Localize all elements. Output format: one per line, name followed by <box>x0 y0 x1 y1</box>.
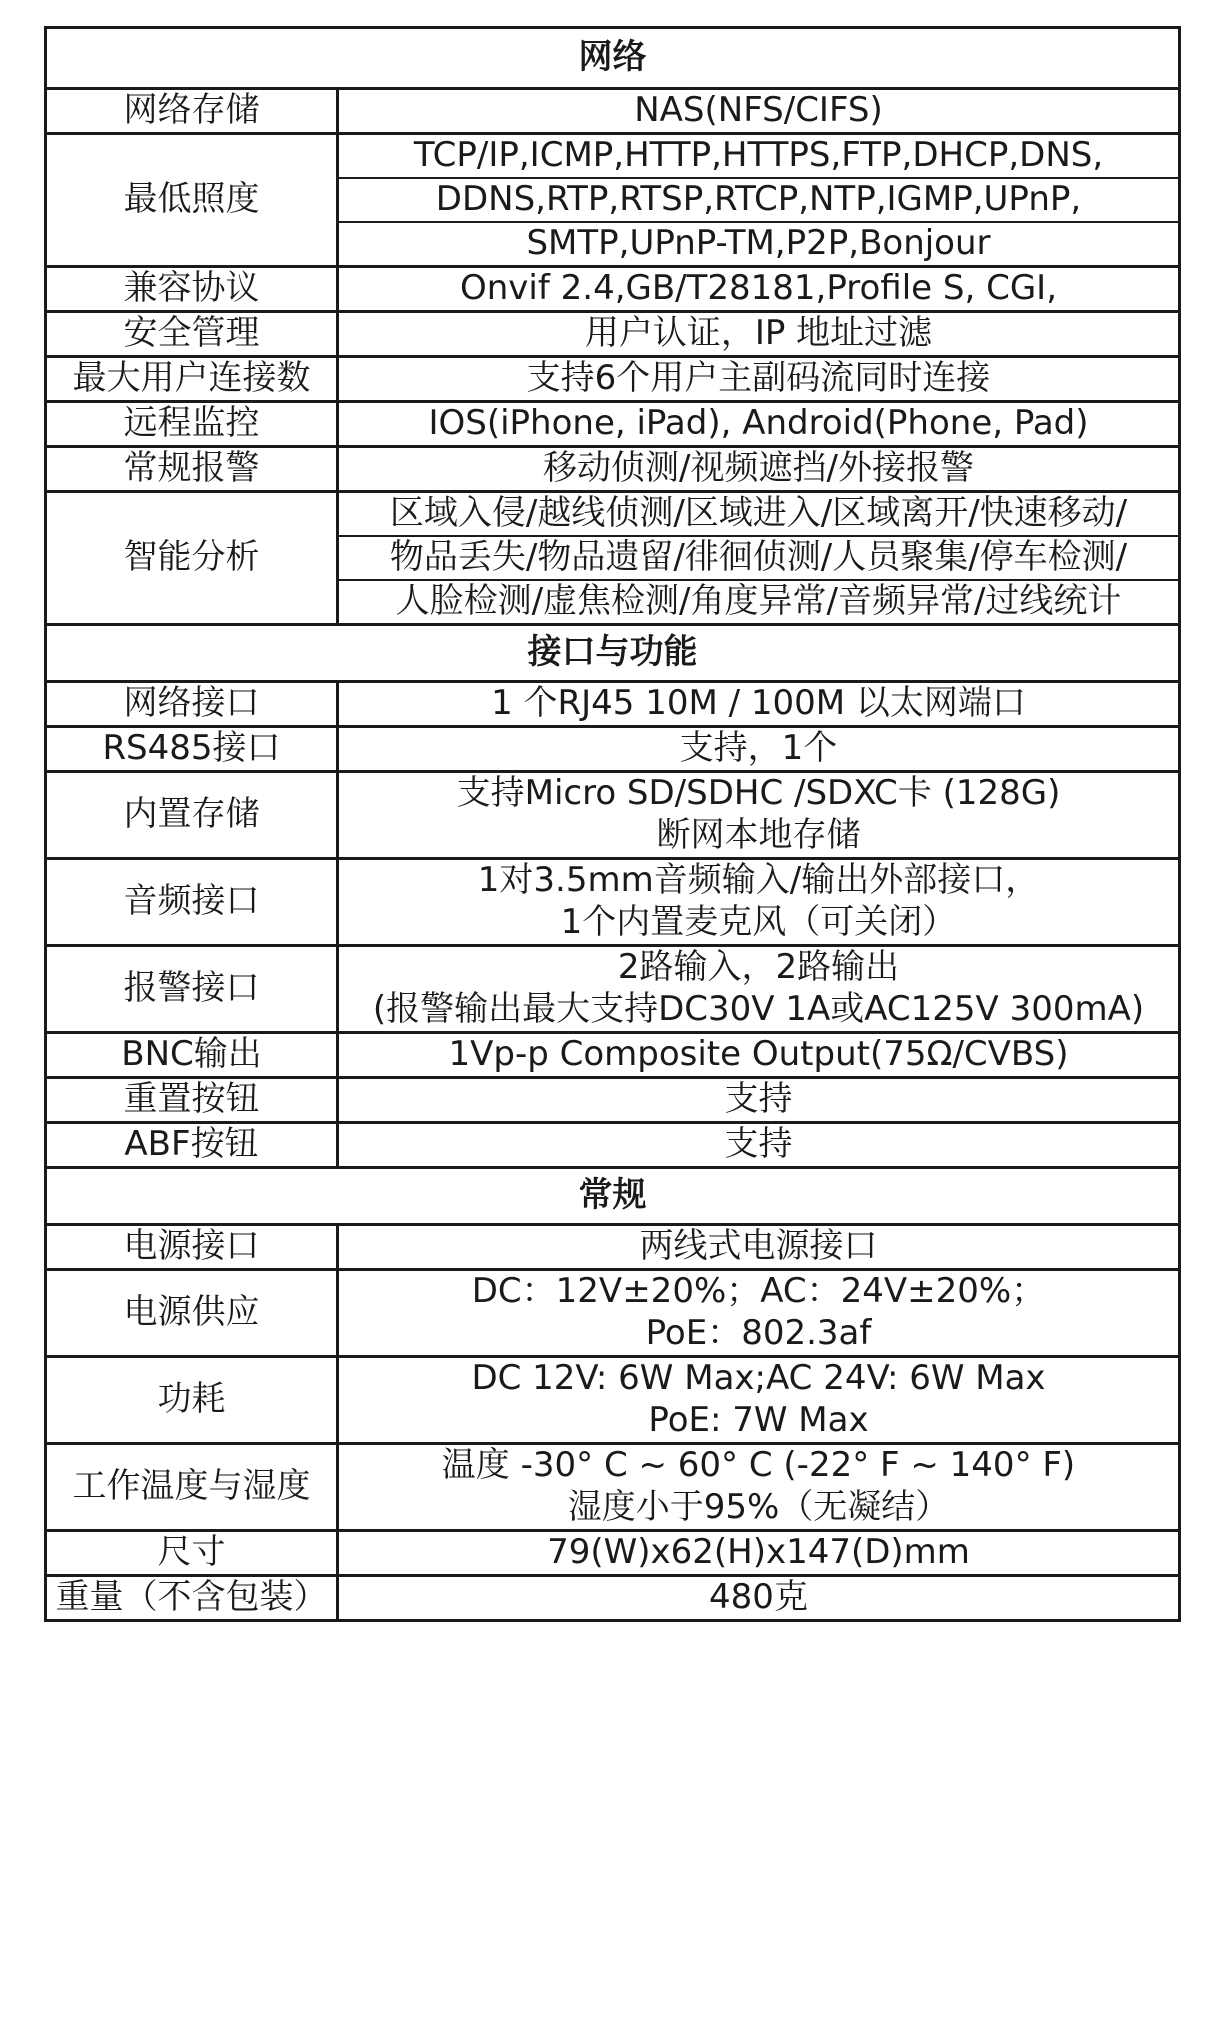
spec-label: 电源接口 <box>46 1225 338 1270</box>
spec-row <box>46 89 1180 134</box>
spec-label: 安全管理 <box>46 312 338 357</box>
spec-row <box>46 1270 1180 1357</box>
spec-row <box>46 1531 1180 1576</box>
spec-label: RS485接口 <box>46 727 338 772</box>
spec-row <box>46 1123 1180 1168</box>
spec-value-line: 480克 <box>709 1577 808 1618</box>
spec-value-line: 人脸检测/虚焦检测/角度异常/音频异常/过线统计 <box>339 579 1178 623</box>
spec-value-line: 移动侦测/视频遮挡/外接报警 <box>543 448 974 489</box>
spec-value-line: TCP/IP,ICMP,HTTP,HTTPS,FTP,DHCP,DNS, <box>413 135 1104 176</box>
spec-row <box>46 1078 1180 1123</box>
spec-value-line: DDNS,RTP,RTSP,RTCP,NTP,IGMP,UPnP, <box>339 177 1178 221</box>
section-header-row <box>46 28 1180 89</box>
spec-row <box>46 267 1180 312</box>
spec-label: ABF按钮 <box>46 1123 338 1168</box>
spec-row <box>46 357 1180 402</box>
spec-row <box>46 1225 1180 1270</box>
spec-value <box>338 946 1180 1033</box>
spec-value <box>338 447 1180 492</box>
spec-value-line: DC：12V±20%；AC：24V±20%； <box>471 1271 1046 1312</box>
spec-value <box>338 492 1180 625</box>
spec-value-line: 1个内置麦克风（可关闭） <box>560 902 957 943</box>
section-title: 接口与功能 <box>46 625 1180 682</box>
section-title: 常规 <box>46 1168 1180 1225</box>
spec-row <box>46 1033 1180 1078</box>
spec-label: 重置按钮 <box>46 1078 338 1123</box>
spec-row <box>46 946 1180 1033</box>
spec-table <box>44 26 1181 1622</box>
spec-value <box>338 134 1180 267</box>
spec-value <box>338 312 1180 357</box>
spec-label: 重量（不含包装） <box>46 1576 338 1621</box>
spec-row <box>46 727 1180 772</box>
spec-value-line: 支持，1个 <box>679 728 838 769</box>
spec-row <box>46 1576 1180 1621</box>
spec-value-line: 用户认证，IP 地址过滤 <box>584 313 933 354</box>
spec-row <box>46 312 1180 357</box>
spec-value <box>338 682 1180 727</box>
spec-value <box>338 1078 1180 1123</box>
spec-row <box>46 682 1180 727</box>
spec-row <box>46 447 1180 492</box>
spec-value-line: 支持 <box>724 1124 793 1165</box>
spec-row <box>46 772 1180 859</box>
spec-label: 兼容协议 <box>46 267 338 312</box>
spec-label: 工作温度与湿度 <box>46 1444 338 1531</box>
spec-value <box>338 402 1180 447</box>
spec-value-line: DC 12V: 6W Max;AC 24V: 6W Max <box>471 1358 1046 1399</box>
spec-value <box>338 1270 1180 1357</box>
spec-value-line: NAS(NFS/CIFS) <box>634 90 883 131</box>
spec-value-line: SMTP,UPnP-TM,P2P,Bonjour <box>339 221 1178 265</box>
spec-value <box>338 267 1180 312</box>
spec-value <box>338 1225 1180 1270</box>
spec-value-line: 2路输入，2路输出 <box>617 947 900 988</box>
spec-label: 远程监控 <box>46 402 338 447</box>
spec-value-line: 断网本地存储 <box>656 815 861 856</box>
spec-label: BNC输出 <box>46 1033 338 1078</box>
spec-label: 内置存储 <box>46 772 338 859</box>
spec-value-line: 支持Micro SD/SDHC /SDXC卡 (128G) <box>456 773 1061 814</box>
spec-value-line: 79(W)x62(H)x147(D)mm <box>547 1532 970 1573</box>
spec-row <box>46 1444 1180 1531</box>
spec-value <box>338 1444 1180 1531</box>
spec-value-line: 1对3.5mm音频输入/输出外部接口， <box>477 860 1040 901</box>
spec-label: 智能分析 <box>46 492 338 625</box>
spec-value-line: 1 个RJ45 10M / 100M 以太网端口 <box>491 683 1026 724</box>
spec-value <box>338 1357 1180 1444</box>
spec-row <box>46 134 1180 267</box>
spec-value-line: 区域入侵/越线侦测/区域进入/区域离开/快速移动/ <box>389 493 1128 534</box>
spec-label: 网络存储 <box>46 89 338 134</box>
spec-value <box>338 727 1180 772</box>
section-header-row <box>46 625 1180 682</box>
spec-value <box>338 772 1180 859</box>
spec-row <box>46 492 1180 625</box>
spec-label: 网络接口 <box>46 682 338 727</box>
spec-value-line: PoE：802.3af <box>645 1313 872 1354</box>
spec-row <box>46 402 1180 447</box>
spec-label: 常规报警 <box>46 447 338 492</box>
section-header-row <box>46 1168 1180 1225</box>
spec-row <box>46 859 1180 946</box>
spec-value <box>338 1531 1180 1576</box>
spec-label: 最低照度 <box>46 134 338 267</box>
spec-value-line: (报警输出最大支持DC30V 1A或AC125V 300mA) <box>372 989 1145 1030</box>
spec-label: 报警接口 <box>46 946 338 1033</box>
spec-label: 功耗 <box>46 1357 338 1444</box>
spec-value-line: 湿度小于95%（无凝结） <box>567 1487 950 1528</box>
spec-label: 尺寸 <box>46 1531 338 1576</box>
spec-value-line: Onvif 2.4,GB/T28181,Profile S, CGI, <box>459 268 1058 309</box>
spec-row <box>46 1357 1180 1444</box>
spec-value-line: 支持6个用户主副码流同时连接 <box>526 358 991 399</box>
spec-value <box>338 357 1180 402</box>
spec-value-line: 两线式电源接口 <box>639 1226 878 1267</box>
spec-value <box>338 1033 1180 1078</box>
spec-value-line: PoE: 7W Max <box>648 1400 869 1441</box>
spec-value <box>338 1576 1180 1621</box>
spec-label: 音频接口 <box>46 859 338 946</box>
spec-value <box>338 89 1180 134</box>
spec-value <box>338 859 1180 946</box>
spec-value <box>338 1123 1180 1168</box>
spec-label: 最大用户连接数 <box>46 357 338 402</box>
spec-value-line: IOS(iPhone, iPad), Android(Phone, Pad) <box>428 403 1089 444</box>
section-title: 网络 <box>46 28 1180 89</box>
spec-value-line: 温度 -30° C ~ 60° C (-22° F ~ 140° F) <box>441 1445 1076 1486</box>
spec-value-line: 支持 <box>724 1079 793 1120</box>
spec-value-line: 物品丢失/物品遗留/徘徊侦测/人员聚集/停车检测/ <box>339 535 1178 579</box>
spec-label: 电源供应 <box>46 1270 338 1357</box>
spec-value-line: 1Vp-p Composite Output(75Ω/CVBS) <box>448 1034 1069 1075</box>
